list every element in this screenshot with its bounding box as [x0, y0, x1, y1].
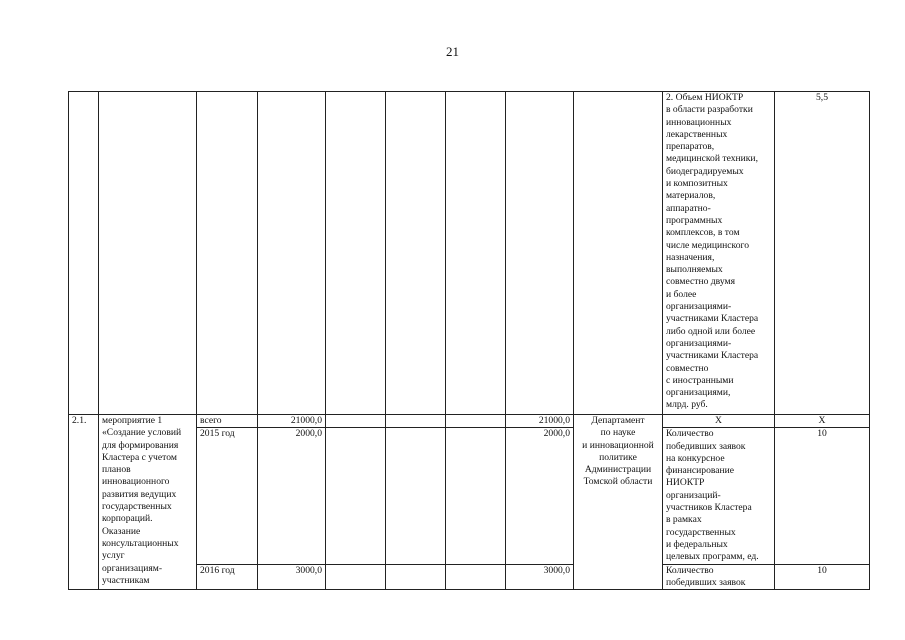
year-cell: 2015 год: [197, 428, 258, 564]
amount-cell: 2000,0: [258, 428, 326, 564]
row-number-cell: 2.1.: [69, 415, 99, 590]
local-budget-cell: 21000,0: [506, 415, 574, 428]
table-row: [69, 92, 870, 415]
local-budget-cell: 3000,0: [506, 564, 574, 590]
value-cell: 10: [775, 564, 870, 590]
indicator-cell: 2. Объем НИОКТР в области разработки инновационных лекарственных препаратов, медицинской техники, биодеградируемых и композитных материалов, аппаратно- программных комплексов, в том числе медицинского назначения, выполняемых совместно двумя и более организациями- участниками Кластера либо одной или более организациями- участниками Кластера совместно с иностранными организациями, млрд. руб.: [663, 92, 775, 415]
value-cell: 5,5: [775, 92, 870, 415]
executor-cell: Департамент по науке и инновационной политике Администрации Томской области: [574, 415, 663, 590]
amount-cell: 21000,0: [258, 415, 326, 428]
year-cell: 2016 год: [197, 564, 258, 590]
event-name-cell: мероприятие 1 «Создание условий для формирования Кластера с учетом планов инновационного развития ведущих государственных корпораций. Оказание консультационных услуг организациям- участникам: [99, 415, 197, 590]
program-table: [68, 91, 870, 590]
indicator-cell: Х: [663, 415, 775, 428]
indicator-cell: Количество победивших заявок: [663, 564, 775, 590]
page-number: 21: [446, 44, 459, 59]
amount-cell: 3000,0: [258, 564, 326, 590]
year-cell: всего: [197, 415, 258, 428]
value-cell: Х: [775, 415, 870, 428]
table-row: [69, 415, 870, 428]
local-budget-cell: 2000,0: [506, 428, 574, 564]
value-cell: 10: [775, 428, 870, 564]
indicator-cell: Количество победивших заявок на конкурсное финансирование НИОКТР организаций- участников Кластера в рамках государственных и федеральных целевых программ, ед.: [663, 428, 775, 564]
